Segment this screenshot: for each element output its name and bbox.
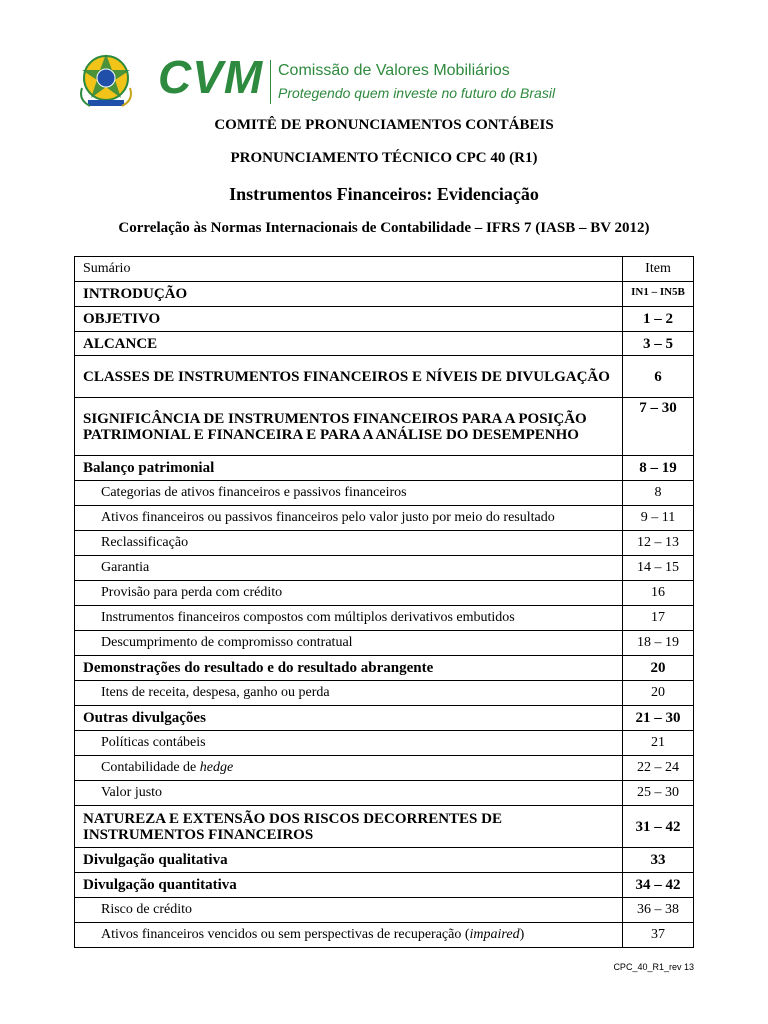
correlation-subtitle: Correlação às Normas Internacionais de Contabilidade – IFRS 7 (IASB – BV 2012) [118, 220, 650, 236]
table-row [75, 481, 694, 506]
cvm-wordmark: CVM [158, 51, 264, 103]
cvm-logo [74, 44, 556, 112]
row-title: NATUREZA E EXTENSÃO DOS RISCOS DECORRENTES DE INSTRUMENTOS FINANCEIROS [75, 806, 623, 848]
row-title-suffix: ) [519, 927, 525, 942]
table-row [75, 282, 694, 307]
table-row [75, 781, 694, 806]
table-row [75, 756, 694, 781]
table-row [75, 531, 694, 556]
table-row [75, 456, 694, 481]
logo-divider [270, 60, 271, 104]
row-item: 14 – 15 [623, 556, 694, 581]
row-item: 17 [623, 606, 694, 631]
table-row [75, 848, 694, 873]
summary-table [74, 256, 694, 948]
row-title: Balanço patrimonial [75, 456, 623, 481]
row-title: Itens de receita, despesa, ganho ou perda [75, 681, 623, 706]
row-title: Descumprimento de compromisso contratual [75, 631, 623, 656]
row-item: 16 [623, 581, 694, 606]
row-item: 25 – 30 [623, 781, 694, 806]
table-row [75, 356, 694, 398]
row-title: Provisão para perda com crédito [75, 581, 623, 606]
row-title: OBJETIVO [75, 307, 623, 332]
row-item: IN1 – IN5B [623, 282, 694, 307]
row-item: 20 [623, 656, 694, 681]
row-item: 21 – 30 [623, 706, 694, 731]
row-item: 7 – 30 [623, 398, 694, 456]
row-item: 12 – 13 [623, 531, 694, 556]
table-row [75, 506, 694, 531]
row-title: Ativos financeiros ou passivos financeiros pelo valor justo por meio do resultado [75, 506, 623, 531]
row-item: 8 – 19 [623, 456, 694, 481]
table-row [75, 731, 694, 756]
row-title: Instrumentos financeiros compostos com múltiplos derivativos embutidos [75, 606, 623, 631]
logo-institution-name: Comissão de Valores Mobiliários [278, 62, 510, 79]
header-summary-cell: Sumário [75, 257, 623, 282]
row-title: Risco de crédito [75, 898, 623, 923]
row-item: 9 – 11 [623, 506, 694, 531]
row-title: SIGNIFICÂNCIA DE INSTRUMENTOS FINANCEIROS PARA A POSIÇÃO PATRIMONIAL E FINANCEIRA E PARA A ANÁLISE DO DESEMPENHO [75, 398, 623, 456]
row-title-emphasis: impaired [469, 927, 520, 942]
table-row [75, 706, 694, 731]
table-row [75, 307, 694, 332]
row-item: 18 – 19 [623, 631, 694, 656]
row-title: Divulgação quantitativa [75, 873, 623, 898]
table-row [75, 806, 694, 848]
row-item: 34 – 42 [623, 873, 694, 898]
row-title: Políticas contábeis [75, 731, 623, 756]
row-title: Reclassificação [75, 531, 623, 556]
row-item: 37 [623, 923, 694, 948]
row-title: Categorias de ativos financeiros e passivos financeiros [75, 481, 623, 506]
row-title [75, 756, 623, 781]
row-title: Demonstrações do resultado e do resultado abrangente [75, 656, 623, 681]
row-item: 3 – 5 [623, 332, 694, 356]
document-code: CPC_40_R1_rev 13 [613, 962, 694, 972]
table-row [75, 631, 694, 656]
committee-heading: COMITÊ DE PRONUNCIAMENTOS CONTÁBEIS [214, 117, 554, 133]
table-row [75, 656, 694, 681]
row-title: INTRODUÇÃO [75, 282, 623, 307]
row-item: 1 – 2 [623, 307, 694, 332]
logo-slogan: Protegendo quem investe no futuro do Brasil [278, 85, 556, 101]
row-title: Valor justo [75, 781, 623, 806]
brazil-coat-of-arms-icon [74, 48, 138, 110]
row-item: 20 [623, 681, 694, 706]
row-title: Divulgação qualitativa [75, 848, 623, 873]
table-row [75, 923, 694, 948]
table-row [75, 606, 694, 631]
table-row [75, 873, 694, 898]
row-item: 22 – 24 [623, 756, 694, 781]
row-title-emphasis: hedge [199, 760, 234, 775]
row-title: Garantia [75, 556, 623, 581]
table-row [75, 581, 694, 606]
row-item: 31 – 42 [623, 806, 694, 848]
row-title: CLASSES DE INSTRUMENTOS FINANCEIROS E NÍVEIS DE DIVULGAÇÃO [75, 356, 623, 398]
table-row [75, 898, 694, 923]
row-item: 36 – 38 [623, 898, 694, 923]
row-item: 33 [623, 848, 694, 873]
pronouncement-heading: PRONUNCIAMENTO TÉCNICO CPC 40 (R1) [230, 150, 538, 166]
row-item: 6 [623, 356, 694, 398]
header-item-cell: Item [623, 257, 694, 282]
row-title-text: Ativos financeiros vencidos ou sem perspectivas de recuperação ( [101, 927, 470, 942]
row-item: 21 [623, 731, 694, 756]
row-item: 8 [623, 481, 694, 506]
row-title: ALCANCE [75, 332, 623, 356]
row-title [75, 923, 623, 948]
table-row [75, 332, 694, 356]
table-row [75, 398, 694, 456]
table-row [75, 556, 694, 581]
row-title: Outras divulgações [75, 706, 623, 731]
row-title-text: Contabilidade de [101, 760, 200, 775]
table-row [75, 681, 694, 706]
document-title: Instrumentos Financeiros: Evidenciação [229, 184, 539, 204]
table-header-row [75, 257, 694, 282]
